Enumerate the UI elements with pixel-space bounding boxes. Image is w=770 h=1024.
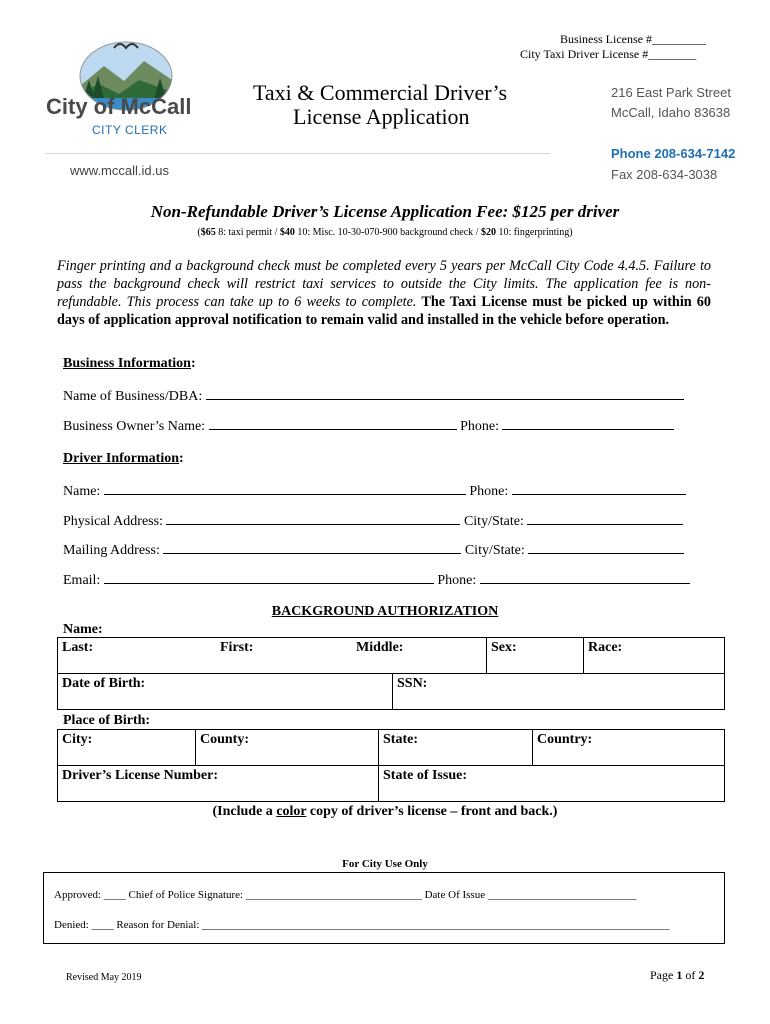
mailing-address-label: Mailing Address: (63, 543, 160, 558)
driver-heading (63, 451, 184, 467)
notice-italic: Finger printing and a background check must be completed every 5 years per McCall City Code 4.4.5. Failure to pass the background check will restrict taxi services to outside the City limits. The application fee is non-refundable. This process can take up to 6 weeks to complete. (57, 258, 711, 310)
driver-phone-field[interactable] (512, 480, 686, 495)
color-note-b: color (276, 804, 307, 819)
driver-phone2-field[interactable] (480, 569, 690, 584)
driver-phone2-label: Phone: (437, 573, 477, 588)
bg-city-label: City: (62, 732, 93, 747)
bg-sex-label: Sex: (491, 640, 517, 655)
business-owner-row (63, 415, 674, 435)
city-logo (44, 36, 204, 146)
page-number (650, 968, 704, 983)
fee-breakdown (0, 227, 770, 238)
driver-phone-label: Phone: (469, 484, 509, 499)
fee-open-paren: ( (197, 227, 201, 238)
business-phone-field[interactable] (502, 415, 674, 430)
bg-race-label: Race: (588, 640, 623, 655)
fee-title: Non-Refundable Driver’s License Application Fee: $125 per driver (150, 202, 620, 221)
city-use-heading: For City Use Only (342, 858, 428, 870)
bg-first-label: First: (220, 640, 254, 655)
fee-permit-amount: $65 (200, 227, 216, 238)
revised-date: Revised May 2019 (66, 972, 142, 983)
color-note-a: (Include a (212, 804, 277, 819)
business-phone-label: Phone: (460, 419, 499, 434)
business-name-field[interactable] (206, 385, 684, 400)
physical-address-label: Physical Address: (63, 514, 163, 529)
email-label: Email: (63, 573, 101, 588)
address-line-2: McCall, Idaho 83638 (611, 105, 731, 120)
bg-middle-cell[interactable] (352, 638, 487, 674)
fee-fingerprint-label: 10: fingerprinting) (495, 227, 573, 238)
bg-county-label: County: (200, 732, 250, 747)
address-line-1: 216 East Park Street (611, 85, 731, 100)
form-title-2: License Application (293, 104, 470, 129)
bg-dl-number-label: Driver’s License Number: (62, 768, 219, 783)
taxi-driver-license-line: City Taxi Driver License #________ (520, 47, 697, 61)
header-divider (45, 153, 550, 154)
bg-ssn-label: SSN: (397, 676, 428, 691)
mailing-address-field[interactable] (163, 539, 461, 554)
driver-heading-text: Driver Information (63, 451, 179, 466)
physical-address-field[interactable] (166, 510, 460, 525)
business-owner-label: Business Owner’s Name: (63, 419, 206, 434)
logo-dept: CITY CLERK (92, 123, 168, 137)
bg-state-issue-cell[interactable] (379, 766, 725, 802)
fee-fingerprint-amount: $20 (480, 227, 496, 238)
fax-number: Fax 208-634-3038 (611, 167, 718, 182)
bg-dl-number-cell[interactable] (58, 766, 379, 802)
notice-bold: The Taxi License must be picked up within 60 days of application approval notification to remain valid and installed in the vehicle before operation. (57, 294, 711, 328)
logo-city-name: City of McCall (46, 94, 192, 119)
fee-background-amount: $40 (279, 227, 295, 238)
fee-background-label: 10: Misc. 10-30-070-900 background check / (294, 227, 481, 238)
bg-name-label: Name: (63, 622, 103, 637)
physical-address-row (63, 510, 683, 530)
bg-ssn-cell[interactable] (393, 674, 725, 710)
driver-name-row (63, 480, 686, 500)
business-heading-colon: : (190, 356, 196, 371)
notice-paragraph (57, 257, 711, 329)
bg-dob-cell[interactable] (58, 674, 393, 710)
background-heading: BACKGROUND AUTHORIZATION (271, 604, 499, 619)
bg-state-cell[interactable] (379, 730, 533, 766)
page-of: of (682, 968, 699, 982)
bg-middle-label: Middle: (356, 640, 404, 655)
page-prefix: Page (650, 968, 677, 982)
email-row (63, 569, 690, 589)
bg-pob-label: Place of Birth: (63, 713, 151, 728)
driver-name-label: Name: (63, 484, 101, 499)
mailing-citystate-field[interactable] (528, 539, 684, 554)
bg-city-cell[interactable] (58, 730, 196, 766)
form-title-1: Taxi & Commercial Driver’s (253, 80, 508, 105)
physical-citystate-field[interactable] (527, 510, 683, 525)
approved-line[interactable]: Approved: ____ Chief of Police Signature: ________________________________ Date Of Issue ___________________________ (54, 889, 637, 901)
city-use-box (43, 872, 725, 944)
bg-country-label: Country: (537, 732, 593, 747)
bg-pob-table (57, 729, 725, 802)
bg-dob-label: Date of Birth: (62, 676, 146, 691)
business-owner-field[interactable] (209, 415, 457, 430)
mailing-address-row (63, 539, 684, 559)
driver-heading-colon: : (179, 451, 184, 466)
page-current: 1 (676, 968, 683, 982)
business-heading-text: Business Information (63, 356, 191, 371)
page-total: 2 (698, 968, 705, 982)
fee-permit-label: 8: taxi permit / (215, 227, 280, 238)
physical-citystate-label: City/State: (463, 514, 524, 529)
mailing-citystate-label: City/State: (464, 543, 525, 558)
business-name-row (63, 385, 684, 405)
bg-race-cell[interactable] (584, 638, 725, 674)
bg-last-cell[interactable] (58, 638, 217, 674)
bg-sex-cell[interactable] (487, 638, 584, 674)
business-name-label: Name of Business/DBA: (63, 389, 203, 404)
email-field[interactable] (104, 569, 434, 584)
bg-name-table (57, 637, 725, 674)
color-note-c: copy of driver’s license – front and back.) (306, 804, 558, 819)
bg-county-cell[interactable] (196, 730, 379, 766)
website: www.mccall.id.us (70, 163, 169, 178)
phone-number: Phone 208-634-7142 (611, 146, 736, 161)
bg-dob-table (57, 673, 725, 710)
bg-first-cell[interactable] (216, 638, 352, 674)
bg-last-label: Last: (62, 640, 94, 655)
business-heading (63, 356, 196, 372)
driver-name-field[interactable] (104, 480, 466, 495)
business-license-line: Business License #_________ (560, 32, 706, 46)
bg-state-label: State: (383, 732, 418, 747)
bg-state-issue-label: State of Issue: (383, 768, 467, 783)
bg-country-cell[interactable] (533, 730, 725, 766)
color-copy-note (0, 804, 770, 820)
denied-line[interactable]: Denied: ____ Reason for Denial: _____________________________________________________________________________________ (54, 919, 670, 931)
